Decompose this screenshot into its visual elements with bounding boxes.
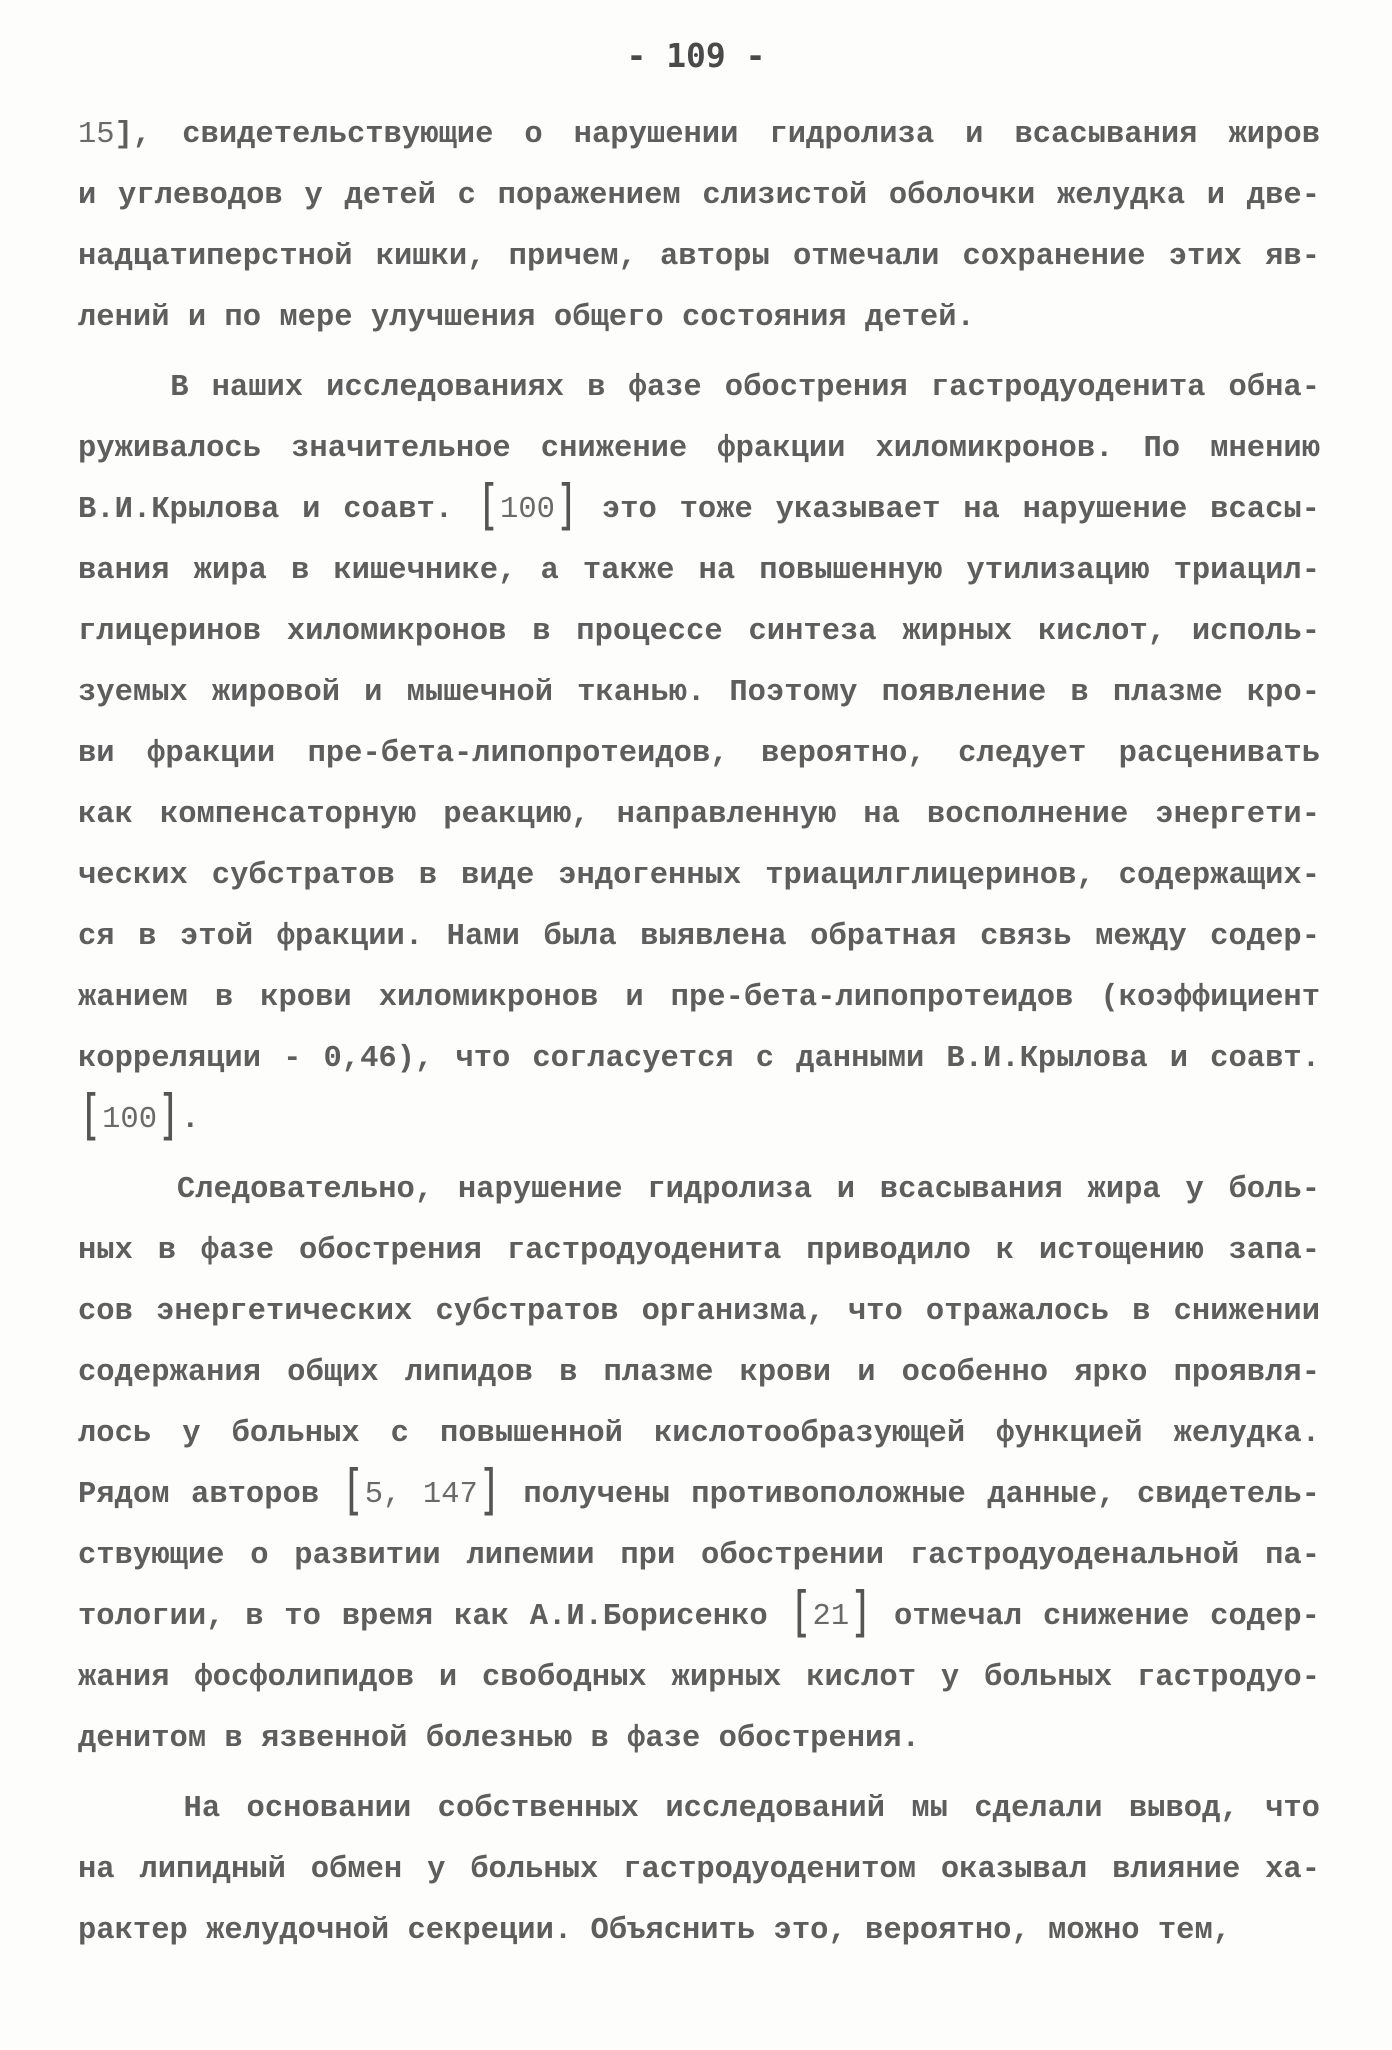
text-segment: денитом в язвенной болезнью в фазе обострения. [78,1722,920,1756]
text-line [78,1901,1320,1962]
text-segment: вания жира в кишечнике, а также на повышенную утилизацию триацил- [78,554,1320,588]
citation-reference: 100 [500,493,555,527]
text-segment: Рядом авторов [78,1478,341,1512]
citation-bracket: [ [78,1084,103,1148]
text-line [78,907,1320,968]
text-segment: руживалось значительное снижение фракции хиломикронов. По мнению [78,432,1320,466]
text-line [78,105,1320,166]
text-line [78,541,1320,602]
text-segment: отмечал снижение содер- [873,1600,1320,1634]
text-segment: лось у больных с повышенной кислотообразующей функцией желудка. [78,1417,1320,1451]
text-line [78,1648,1320,1709]
text-line [78,1343,1320,1404]
text-segment: сов энергетических субстратов организма, что отражалось в снижении [78,1295,1320,1329]
text-segment: зуемых жировой и мышечной тканью. Поэтому появление в плазме кро- [78,676,1320,710]
citation-reference: 100 [102,1103,158,1137]
text-line [78,968,1320,1029]
text-line [78,846,1320,907]
paragraph-indent [78,371,170,405]
text-line [78,227,1320,288]
text-line [78,1581,1320,1648]
text-segment: получены противоположные данные, свидетель- [501,1478,1320,1512]
text-segment: жания фосфолипидов и свободных жирных кислот у больных гастродуо- [78,1661,1320,1695]
text-line [78,1221,1320,1282]
paragraph-indent [78,1792,184,1826]
text-line [78,1840,1320,1901]
citation-bracket: ] [477,1459,502,1523]
text-segment: содержания общих липидов в плазме крови и особенно ярко проявля- [78,1356,1320,1390]
text-segment: глицеринов хиломикронов в процессе синтеза жирных кислот, исполь- [78,615,1320,649]
text-segment: надцатиперстной кишки, причем, авторы отмечали сохранение этих яв- [78,240,1320,274]
text-segment: корреляции - 0,46), что согласуется с данными В.И.Крылова и соавт. [78,1042,1320,1076]
page-number: - 109 - [626,36,766,75]
text-line [78,358,1320,419]
citation-bracket: [ [788,1581,813,1645]
text-line [78,474,1320,541]
text-segment: . [181,1103,200,1137]
text-line [78,288,1320,349]
citation-bracket: [ [340,1459,365,1523]
text-segment: В наших исследованиях в фазе обострения гастродуоденита обна- [170,371,1320,405]
text-line [78,1779,1320,1840]
citation-reference: 5, 147 [364,1478,478,1512]
text-segment: жанием в крови хиломикронов и пре-бета-липопротеидов (коэффициент [78,981,1320,1015]
paragraph-indent [78,1173,177,1207]
text-line [78,1404,1320,1465]
text-line [78,1709,1320,1770]
text-segment: ных в фазе обострения гастродуоденита приводило к истощению запа- [78,1234,1320,1268]
citation-reference: 21 [812,1600,850,1634]
text-segment: тологии, в то время как А.И.Борисенко [78,1600,789,1634]
citation-reference: 15 [78,118,115,152]
citation-bracket: ] [157,1084,182,1148]
text-line [78,1282,1320,1343]
text-line [78,166,1320,227]
text-line [78,1160,1320,1221]
text-segment: как компенсаторную реакцию, направленную на восполнение энергети- [78,798,1320,832]
text-segment: на липидный обмен у больных гастродуоденитом оказывал влияние ха- [78,1853,1320,1887]
text-line [78,419,1320,480]
text-segment: это тоже указывает на нарушение всасы- [579,493,1320,527]
text-segment: ], свидетельствующие о нарушении гидролиза и всасывания жиров [114,118,1320,152]
text-segment: На основании собственных исследований мы сделали вывод, что [183,1792,1320,1826]
citation-bracket: [ [475,474,501,538]
text-segment: ви фракции пре-бета-липопротеидов, вероятно, следует расценивать [78,737,1320,771]
text-segment: лений и по мере улучшения общего состояния детей. [78,301,975,335]
text-segment: ствующие о развитии липемии при обострении гастродуоденальной па- [78,1539,1320,1573]
text-line [78,663,1320,724]
text-line [78,602,1320,663]
text-line [78,1459,1320,1526]
text-segment: ся в этой фракции. Нами была выявлена обратная связь между содер- [78,920,1320,954]
citation-bracket: ] [554,474,580,538]
text-segment: В.И.Крылова и соавт. [78,493,476,527]
text-segment: Следовательно, нарушение гидролиза и всасывания жира у боль- [176,1173,1320,1207]
text-line [78,724,1320,785]
text-segment: и углеводов у детей с поражением слизистой оболочки желудка и две- [78,179,1320,213]
body-text [78,105,1320,1962]
text-segment: рактер желудочной секреции. Объяснить это, вероятно, можно тем, [78,1914,1232,1948]
text-line [78,785,1320,846]
text-line [78,1029,1320,1090]
text-line [78,1526,1320,1587]
citation-bracket: ] [849,1581,874,1645]
text-segment: ческих субстратов в виде эндогенных триацилглицеринов, содержащих- [78,859,1320,893]
text-line [78,1084,1320,1151]
